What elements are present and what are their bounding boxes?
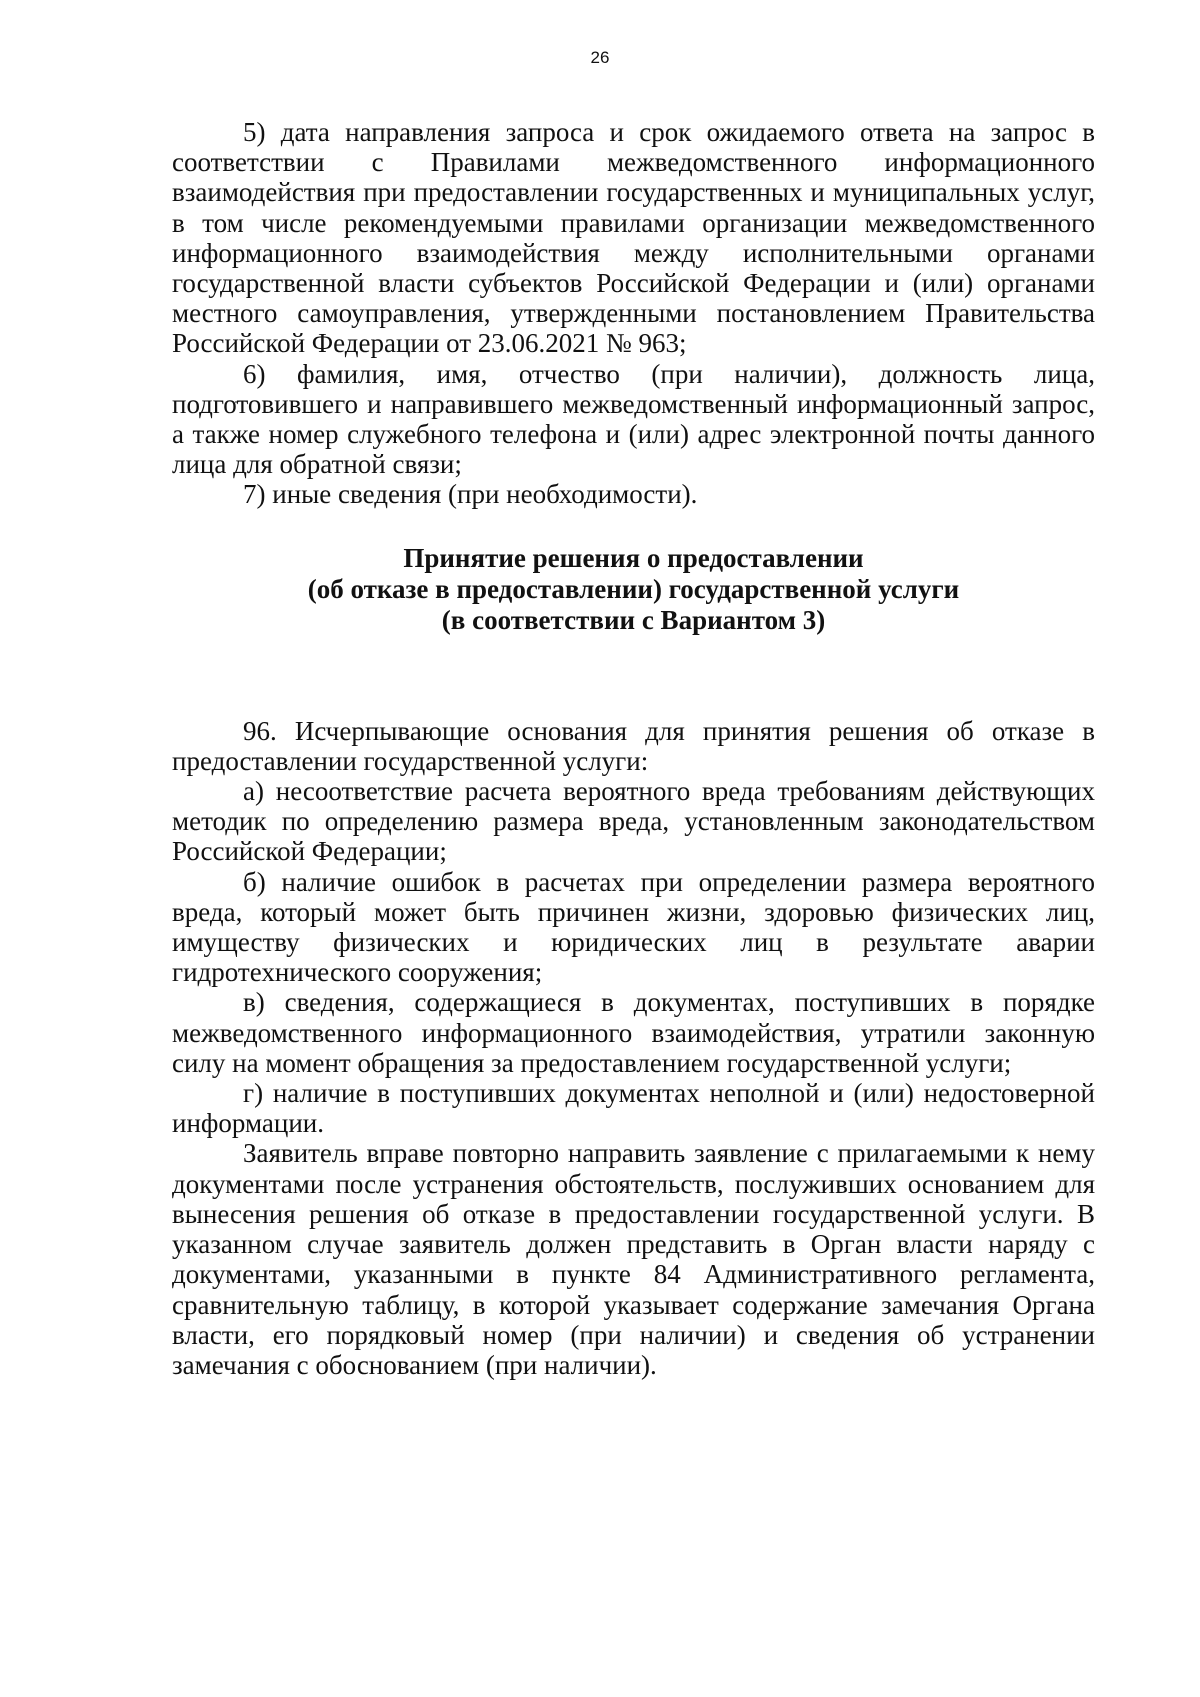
paragraph-item-5: 5) дата направления запроса и срок ожидаемого ответа на запрос в соответствии с Правилами межведомственного информационного взаимодействия при предоставлении государственных и муниципальных услуг, в том числе рекомендуемыми правилами организации межведомственного информационного взаимодействия между исполнительными органами государственной власти субъектов Российской Федерации и (или) органами местного самоуправления, утвержденными постановлением Правительства Российской Федерации от 23.06.2021 № 963; — [172, 117, 1095, 359]
paragraph-item-7: 7) иные сведения (при необходимости). — [243, 479, 698, 510]
paragraph-96-a: а) несоответствие расчета вероятного вреда требованиям действующих методик по определению размера вреда, установленным законодательством Российской Федерации; — [172, 776, 1095, 867]
page-number: 26 — [590, 48, 610, 67]
paragraph-item-6: 6) фамилия, имя, отчество (при наличии), должность лица, подготовившего и направившего межведомственный информационный запрос, а также номер служебного телефона и (или) адрес электронной почты данного лица для обратной связи; — [172, 358, 1095, 480]
section-heading-line-2: (об отказе в предоставлении) государственной услуги — [307, 573, 960, 604]
section-heading-line-1: Принятие решения о предоставлении — [403, 542, 864, 573]
paragraph-applicant-resubmission: Заявитель вправе повторно направить заявление с прилагаемыми к нему документами после устранения обстоятельств, послуживших основанием для вынесения решения об отказе в предоставлении государственной услуги. В указанном случае заявитель должен представить в Орган власти наряду с документами, указанными в пункте 84 Административного регламента, сравнительную таблицу, в которой указывает содержание замечания Органа власти, его порядковый номер (при наличии) и сведения об устранении замечания с обоснованием (при наличии). — [172, 1138, 1095, 1380]
paragraph-96-b: б) наличие ошибок в расчетах при определении размера вероятного вреда, который может быть причинен жизни, здоровью физических лиц, имуществу физических и юридических лиц в результате аварии гидротехнического сооружения; — [172, 866, 1095, 988]
section-heading-line-3: (в соответствии с Вариантом 3) — [441, 604, 826, 635]
paragraph-96-v: в) сведения, содержащиеся в документах, поступивших в порядке межведомственного информационного взаимодействия, утратили законную силу на момент обращения за предоставлением государственной услуги; — [172, 987, 1095, 1078]
paragraph-96-g: г) наличие в поступивших документах неполной и (или) недостоверной информации. — [172, 1078, 1095, 1139]
section-heading — [172, 543, 1095, 636]
paragraph-96: 96. Исчерпывающие основания для принятия решения об отказе в предоставлении государственной услуги: — [172, 715, 1095, 776]
document-body — [172, 117, 1095, 1380]
